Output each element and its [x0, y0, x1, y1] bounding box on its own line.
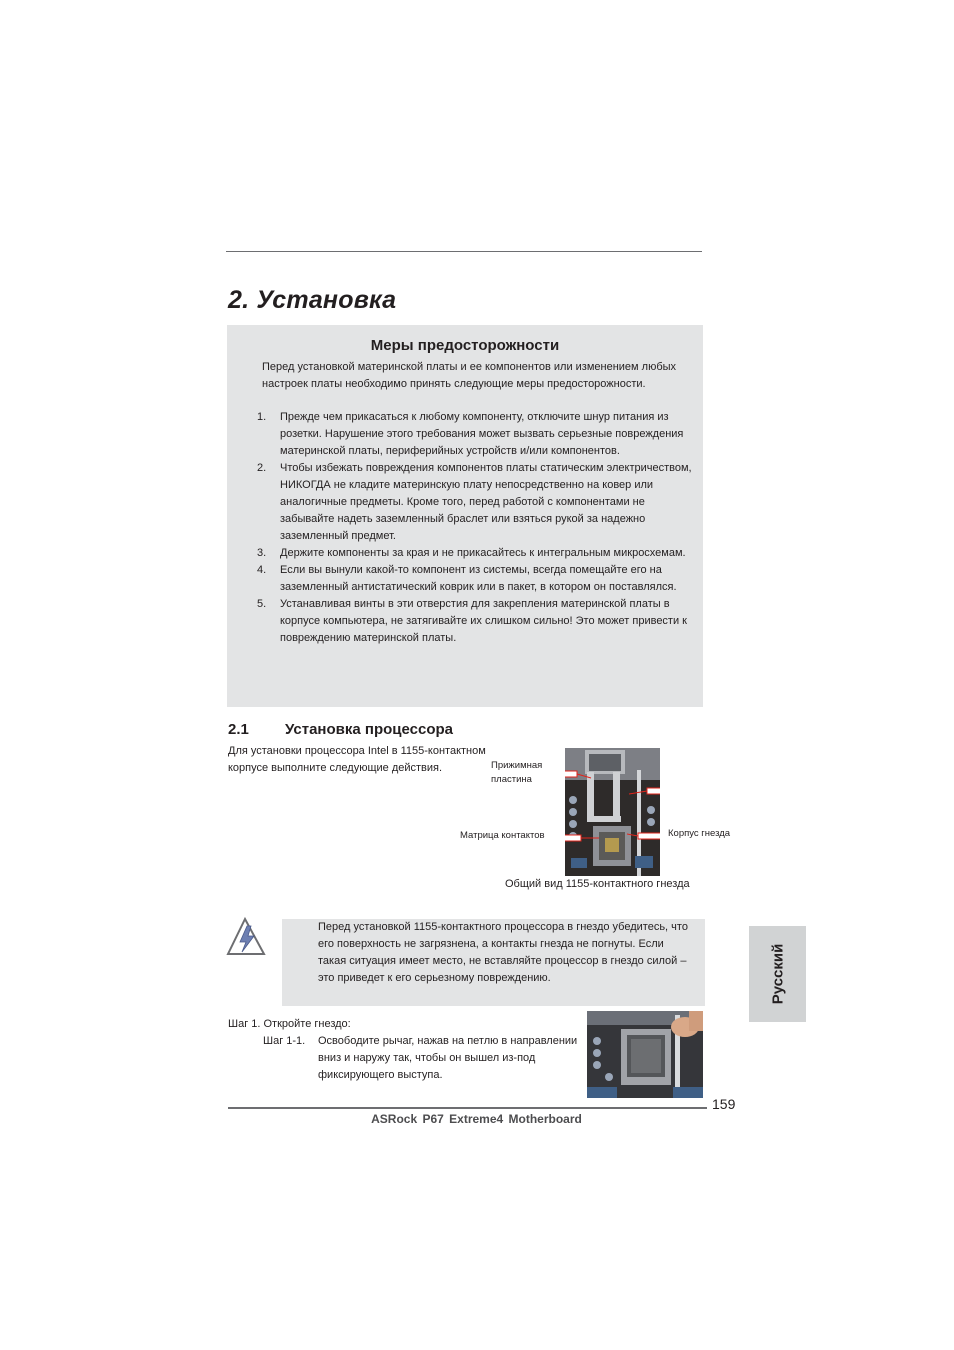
section-heading [228, 721, 453, 738]
list-item-number: 1. [257, 411, 267, 423]
step-1-1-text: Освободите рычаг, нажав на петлю в направлении вниз и наружу так, чтобы он вышел из-под фиксирующего выступа. [318, 1035, 578, 1081]
language-tab [749, 926, 806, 1022]
chapter-title: 2. Установка [228, 286, 397, 314]
list-item-number: 3. [257, 547, 267, 559]
warning-box [282, 919, 705, 1006]
label-load-plate-line2: пластина [491, 774, 532, 785]
list-item-number: 4. [257, 564, 267, 576]
list-item [257, 562, 697, 596]
cpu-intro: Для установки процессора Intel в 1155-контактном корпусе выполните следующие действия. [228, 745, 486, 774]
list-item [257, 545, 697, 562]
list-item [257, 596, 697, 647]
language-tab-label: Русский [769, 943, 786, 1005]
list-item-text: Если вы вынули какой-то компонент из системы, всегда помещайте его на заземленный антистатический коврик или в пакет, в котором он поставлялся. [280, 564, 677, 593]
list-item-text: Держите компоненты за края и не прикасайтесь к интегральным микросхемам. [280, 547, 686, 559]
page-number: 159 [712, 1096, 736, 1112]
warning-icon [226, 916, 268, 958]
header-rule [226, 251, 702, 252]
list-item-text: Устанавливая винты в эти отверстия для закрепления материнской платы в корпусе компьютера, не затягивайте их слишком сильно! Это может привести к повреждению материнской платы. [280, 598, 687, 644]
list-item-number: 2. [257, 462, 267, 474]
label-contact-array: Матрица контактов [460, 830, 545, 841]
footer-title: ASRock P67 Extreme4 Motherboard [371, 1112, 582, 1126]
footer-rule [228, 1107, 707, 1109]
list-item [257, 460, 697, 545]
label-socket-body: Корпус гнезда [668, 828, 731, 839]
warning-text: Перед установкой 1155-контактного процессора в гнездо убедитесь, что его поверхность не загрязнена, а контакты гнезда не погнуты. Если такая ситуация имеет место, не вставляйте процессор в гнездо силой – это приведет к его серьезному повреждению. [318, 921, 688, 984]
label-load-plate [491, 759, 542, 787]
label-load-plate-line1: Прижимная [491, 760, 543, 771]
list-item-text: Прежде чем прикасаться к любому компоненту, отключите шнур питания из розетки. Нарушение этого требования может вызвать серьезные повреждения материнской платы, периферийных устройств и/или компонентов. [280, 411, 684, 457]
list-item-number: 5. [257, 598, 267, 610]
socket-photo [565, 748, 660, 876]
step-1-1-label: Шаг 1-1. [263, 1035, 306, 1047]
section-number: 2.1 [228, 721, 249, 738]
figure-caption: Общий вид 1155-контактного гнезда [505, 878, 690, 890]
lever-release-photo [587, 1011, 703, 1098]
list-item [257, 409, 697, 460]
precautions-intro: Перед установкой материнской платы и ее компонентов или изменением любых настроек платы необходимо принять следующие меры предосторожности. [262, 361, 677, 390]
section-title: Установка процессора [285, 721, 453, 738]
precautions-heading: Меры предосторожности [370, 337, 560, 354]
precautions-list [257, 409, 697, 647]
step-1: Шаг 1. Откройте гнездо: [228, 1018, 351, 1030]
list-item-text: Чтобы избежать повреждения компонентов платы статическим электричеством, НИКОГДА не кладите материнскую плату непосредственно на ковер или аналогичные предметы. Кроме того, перед работой с компонентами не забывайте надеть заземленный браслет или взяться рукой за надежно заземленный предмет. [280, 462, 692, 542]
precautions-box [227, 325, 703, 707]
